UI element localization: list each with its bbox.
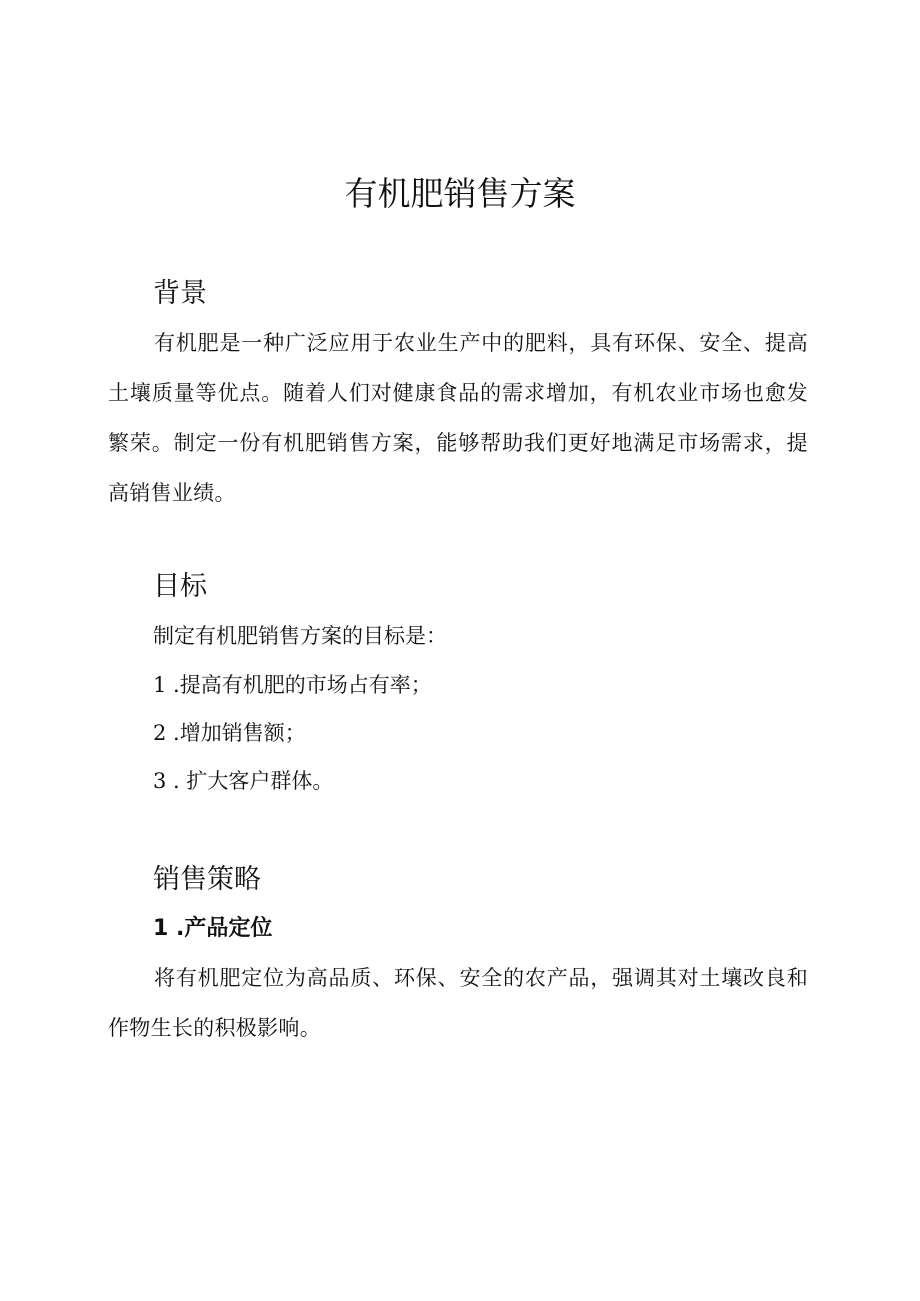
document-title: 有机肥销售方案 [344,174,576,213]
goals-list-item-3: 3 . 扩大客户群体。 [153,769,334,793]
goals-list-item-1: 1 .提高有机肥的市场占有率； [153,673,432,697]
positioning-paragraph: 将有机肥定位为高品质、环保、安全的农产品，强调其对土壤改良和作物生长的积极影响。 [108,966,808,1040]
background-paragraph: 有机肥是一种广泛应用于农业生产中的肥料，具有环保、安全、提高土壤质量等优点。随着人们对健康食品的需求增加，有机农业市场也愈发繁荣。制定一份有机肥销售方案，能够帮助我们更好地满足市场需求，提高销售业绩。 [108,331,808,505]
section-heading-strategy: 销售策略 [153,864,261,895]
subsection-heading-positioning: 1 .产品定位 [153,916,273,941]
section-heading-background: 背景 [153,278,207,309]
section-heading-goals: 目标 [153,571,207,602]
goals-intro: 制定有机肥销售方案的目标是： [153,624,447,648]
goals-list-item-2: 2 .增加销售额； [153,721,306,745]
